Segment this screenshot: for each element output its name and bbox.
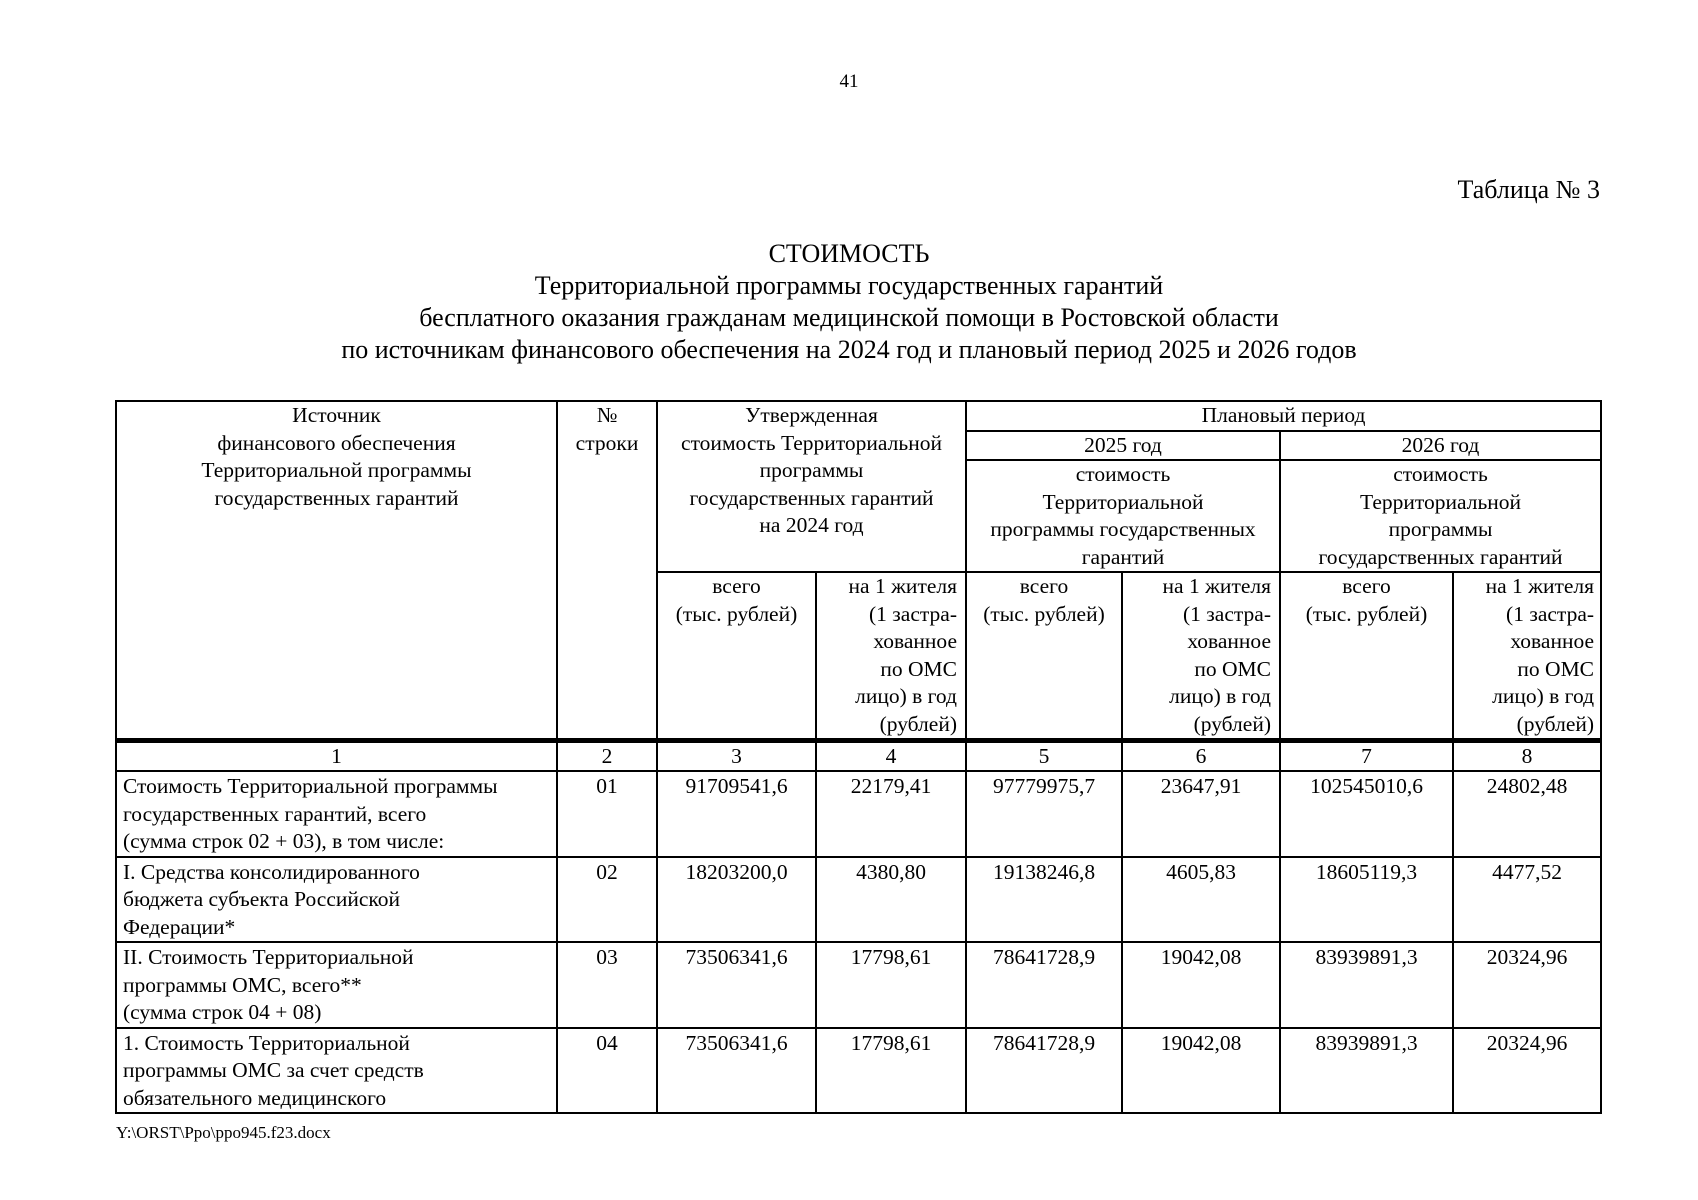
total-2025: 97779975,7	[966, 771, 1122, 857]
row-label-text: 1. Стоимость Территориальной	[123, 1030, 410, 1055]
per-capita-2026: 4477,52	[1453, 857, 1601, 943]
total-2026: 83939891,3	[1280, 1028, 1453, 1114]
row-label	[116, 857, 557, 943]
total-2024: 73506341,6	[657, 1028, 816, 1114]
row-number: 03	[557, 942, 657, 1028]
table-row	[116, 857, 1601, 943]
column-number: 7	[1280, 741, 1453, 772]
row-label-text: обязательного медицинского	[123, 1085, 387, 1110]
header-text: лицо) в год	[1169, 684, 1271, 708]
row-label-text: I. Средства консолидированного	[123, 859, 420, 884]
row-label-text: (сумма строк 04 + 08)	[123, 1000, 322, 1024]
column-number: 1	[116, 741, 557, 772]
header-per-capita-2026	[1453, 572, 1601, 741]
row-label	[116, 942, 557, 1028]
header-text: лицо) в год	[1492, 684, 1595, 708]
header-text: на 1 жителя	[1485, 574, 1595, 598]
header-per-capita-2024	[816, 572, 966, 741]
header-text: Территориальной программы	[201, 458, 472, 482]
header-text: программы государственных	[990, 517, 1256, 541]
header-year-2026: 2026 год	[1280, 431, 1601, 461]
header-text: по ОМС	[880, 656, 957, 681]
per-capita-2024: 22179,41	[816, 771, 966, 857]
per-capita-2026: 20324,96	[1453, 942, 1601, 1028]
cost-table	[115, 400, 1602, 1114]
header-text: хованное	[1510, 629, 1595, 653]
header-total-2025	[966, 572, 1122, 741]
row-label-text: II. Стоимость Территориальной	[123, 945, 414, 969]
header-text: (1 застра-	[869, 601, 957, 626]
per-capita-2024: 4380,80	[816, 857, 966, 943]
header-text: хованное	[1187, 629, 1271, 653]
header-row-1	[116, 401, 1601, 431]
header-text: программы	[759, 458, 864, 482]
per-capita-2026: 20324,96	[1453, 1028, 1601, 1114]
header-text: финансового обеспечения	[217, 430, 456, 455]
document-title	[0, 238, 1698, 366]
total-2025: 19138246,8	[966, 857, 1122, 943]
header-year-2025: 2025 год	[966, 431, 1280, 461]
header-source	[116, 401, 557, 741]
column-number-row	[116, 741, 1601, 772]
per-capita-2024: 17798,61	[816, 942, 966, 1028]
column-number: 5	[966, 741, 1122, 772]
title-line-1: СТОИМОСТЬ	[768, 239, 930, 268]
footer-file-path: Y:\ORST\Ppo\ppo945.f23.docx	[116, 1123, 331, 1142]
header-text: программы	[1388, 517, 1493, 541]
total-2025: 78641728,9	[966, 942, 1122, 1028]
per-capita-2025: 19042,08	[1122, 942, 1280, 1028]
total-2025: 78641728,9	[966, 1028, 1122, 1114]
header-text: государственных гарантий	[1318, 544, 1563, 569]
column-number: 3	[657, 741, 816, 772]
header-text: по ОМС	[1517, 656, 1595, 681]
header-text: (тыс. рублей)	[983, 601, 1105, 626]
header-text: на 2024 год	[759, 513, 864, 537]
header-text: стоимость	[1393, 462, 1488, 486]
row-label-text: программы ОМС, всего**	[123, 972, 362, 997]
header-total-2024	[657, 572, 816, 741]
column-number: 8	[1453, 741, 1601, 772]
row-label-text: Федерации*	[123, 914, 236, 939]
total-2026: 83939891,3	[1280, 942, 1453, 1028]
header-text: на 1 жителя	[1162, 574, 1271, 598]
row-label-text: Стоимость Территориальной программы	[123, 774, 498, 798]
header-text: (1 застра-	[1183, 601, 1271, 626]
row-label-text: бюджета субъекта Российской	[123, 887, 401, 911]
header-text: (тыс. рублей)	[675, 601, 798, 626]
header-text: Источник	[292, 403, 381, 427]
column-number: 2	[557, 741, 657, 772]
per-capita-2025: 23647,91	[1122, 771, 1280, 857]
header-cost-2025	[966, 460, 1280, 572]
header-text: строки	[575, 430, 639, 455]
row-label-text: государственных гарантий, всего	[123, 801, 427, 826]
page-number: 41	[839, 71, 859, 92]
header-text: хованное	[873, 629, 957, 653]
row-number: 02	[557, 857, 657, 943]
header-text: (рублей)	[879, 711, 957, 736]
header-text: лицо) в год	[855, 684, 957, 708]
row-label	[116, 1028, 557, 1114]
per-capita-2025: 19042,08	[1122, 1028, 1280, 1114]
header-text: (тыс. рублей)	[1305, 601, 1428, 626]
header-text: гарантий	[1081, 544, 1165, 569]
header-text: всего	[1342, 574, 1391, 598]
column-number: 4	[816, 741, 966, 772]
header-text: всего	[1019, 574, 1069, 598]
table-label: Таблица № 3	[1457, 175, 1600, 204]
column-number: 6	[1122, 741, 1280, 772]
table-row	[116, 1028, 1601, 1114]
header-row-number	[557, 401, 657, 741]
header-text: (рублей)	[1193, 711, 1271, 736]
header-per-capita-2025	[1122, 572, 1280, 741]
per-capita-2025: 4605,83	[1122, 857, 1280, 943]
header-approved-2024	[657, 401, 966, 572]
header-text: по ОМС	[1194, 656, 1271, 681]
row-number: 01	[557, 771, 657, 857]
header-text: государственных гарантий	[689, 485, 934, 510]
per-capita-2026: 24802,48	[1453, 771, 1601, 857]
header-total-2026	[1280, 572, 1453, 741]
title-line-3: бесплатного оказания гражданам медицинской помощи в Ростовской области	[419, 303, 1279, 332]
header-text: стоимость Территориальной	[681, 430, 942, 455]
header-text: всего	[712, 574, 761, 598]
row-label	[116, 771, 557, 857]
title-line-4: по источникам финансового обеспечения на 2024 год и плановый период 2025 и 2026 годов	[341, 335, 1357, 364]
total-2024: 91709541,6	[657, 771, 816, 857]
header-text: стоимость	[1075, 462, 1171, 486]
row-label-text: (сумма строк 02 + 03), в том числе:	[123, 829, 445, 853]
header-text: государственных гарантий	[214, 485, 459, 510]
header-text: Утвержденная	[745, 403, 878, 427]
table-row	[116, 942, 1601, 1028]
header-text: (рублей)	[1516, 711, 1595, 736]
total-2026: 102545010,6	[1280, 771, 1453, 857]
header-text: №	[596, 403, 618, 427]
per-capita-2024: 17798,61	[816, 1028, 966, 1114]
row-number: 04	[557, 1028, 657, 1114]
header-text: Территориальной	[1042, 489, 1204, 514]
header-text: (1 застра-	[1506, 601, 1595, 626]
total-2026: 18605119,3	[1280, 857, 1453, 943]
total-2024: 73506341,6	[657, 942, 816, 1028]
table-row	[116, 771, 1601, 857]
header-text: Территориальной	[1360, 489, 1522, 514]
header-plan-period: Плановый период	[966, 401, 1601, 431]
row-label-text: программы ОМС за счет средств	[123, 1058, 424, 1082]
total-2024: 18203200,0	[657, 857, 816, 943]
header-text: на 1 жителя	[848, 574, 957, 598]
header-cost-2026	[1280, 460, 1601, 572]
title-line-2: Территориальной программы государственных гарантий	[534, 271, 1164, 300]
